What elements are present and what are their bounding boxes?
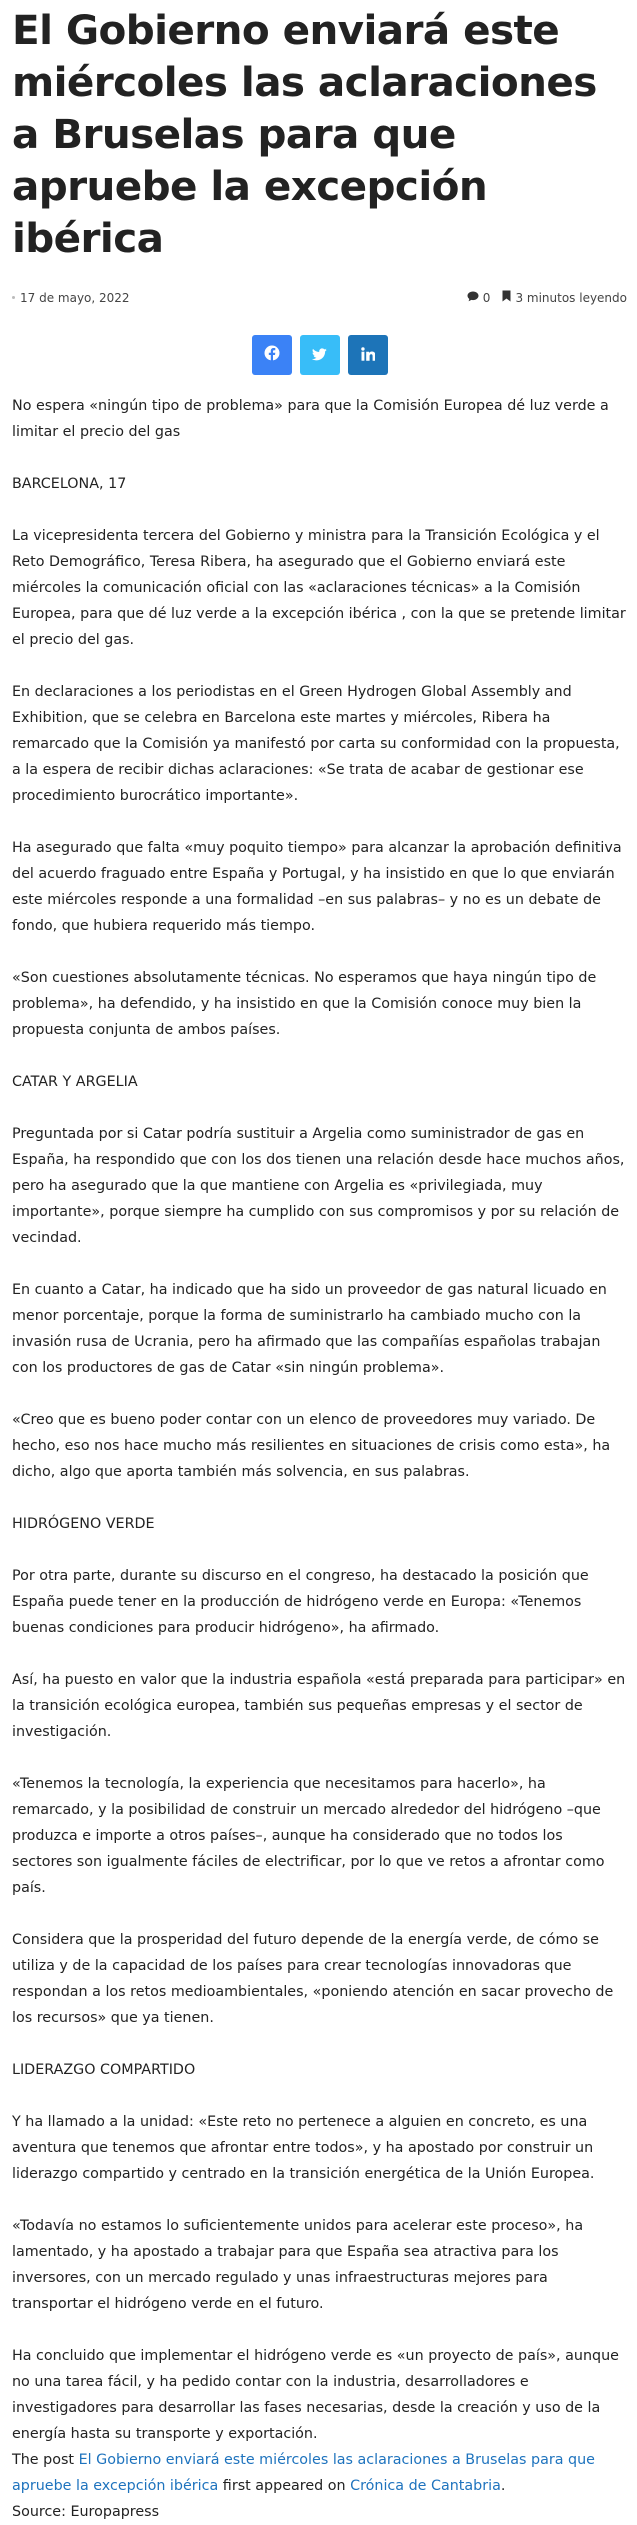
meta-stats xyxy=(467,290,627,305)
article-paragraph: Ha concluido que implementar el hidrógeno verde es «un proyecto de país», aunque no una tarea fácil, y ha pedido contar con la industria, desarrolladores e investigadores para desarrollar las fases necesarias, desde la creación y uso de la energía hasta su transporte y exportación. xyxy=(12,2348,619,2442)
share-bar xyxy=(12,335,627,375)
article-paragraph: «Todavía no estamos lo suficientemente unidos para acelerar este proceso», ha lamentado, y ha apostado a trabajar para que España sea atractiva para los inversores, con un mercado regulado y unas infraestructuras mejores para transportar el hidrógeno verde en el futuro. xyxy=(12,2218,584,2312)
post-footer xyxy=(12,2447,627,2499)
article-paragraph: En declaraciones a los periodistas en el Green Hydrogen Global Assembly and Exhibition, que se celebra en Barcelona este martes y miércoles, Ribera ha remarcado que la Comisión ya manifestó por carta su conformidad con la propuesta, a la espera de recibir dichas aclaraciones: «Se trata de acabar de gestionar ese procedimiento burocrático importante». xyxy=(12,684,620,804)
comments-link[interactable] xyxy=(467,291,491,305)
section-heading: HIDRÓGENO VERDE xyxy=(12,1516,155,1532)
article-body xyxy=(12,393,627,2525)
article-lead: No espera «ningún tipo de problema» para que la Comisión Europea dé luz verde a limitar el precio del gas xyxy=(12,398,609,440)
article-paragraph: «Tenemos la tecnología, la experiencia que necesitamos para hacerlo», ha remarcado, y la posibilidad de construir un mercado alrededor del hidrógeno –que produzca e importe a otros países–, aunque ha considerado que no todos los sectores son igualmente fáciles de electrificar, por lo que ve retos a afrontar como país. xyxy=(12,1776,605,1896)
reading-time-label: 3 minutos leyendo xyxy=(515,290,627,305)
site-link[interactable]: Crónica de Cantabria xyxy=(350,2478,501,2494)
article-title: El Gobierno enviará este miércoles las aclaraciones a Bruselas para que apruebe la excepción ibérica xyxy=(12,6,597,262)
footer-middle: first appeared on xyxy=(218,2478,351,2494)
facebook-icon xyxy=(264,345,280,365)
article-paragraph: Ha asegurado que falta «muy poquito tiempo» para alcanzar la aprobación definitiva del acuerdo fraguado entre España y Portugal, y ha insistido en que lo que enviarán este miércoles responde a una formalidad –en sus palabras– y no es un debate de fondo, que hubiera requerido más tiempo. xyxy=(12,840,622,934)
article-paragraph: «Son cuestiones absolutamente técnicas. No esperamos que haya ningún tipo de problema», ha defendido, y ha insistido en que la Comisión conoce muy bien la propuesta conjunta de ambos países. xyxy=(12,970,597,1038)
linkedin-icon xyxy=(361,346,375,365)
comments-count: 0 xyxy=(482,290,491,305)
section-heading: CATAR Y ARGELIA xyxy=(12,1074,138,1090)
comment-icon xyxy=(467,291,479,305)
article-dateline: BARCELONA, 17 xyxy=(12,476,127,492)
article-paragraph: Por otra parte, durante su discurso en el congreso, ha destacado la posición que España puede tener en la producción de hidrógeno verde en Europa: «Tenemos buenas condiciones para producir hidrógeno», ha afirmado. xyxy=(12,1568,589,1636)
article-paragraph: Y ha llamado a la unidad: «Este reto no pertenece a alguien en concreto, es una aventura que tenemos que afrontar entre todos», y ha apostado por construir un liderazgo compartido y centrado en la transición energética de la Unión Europea. xyxy=(12,2114,595,2182)
source-credit: Source: Europapress xyxy=(12,2504,160,2520)
bullet-icon xyxy=(12,296,15,299)
date-group xyxy=(12,291,130,305)
share-twitter-button[interactable] xyxy=(300,335,340,375)
share-linkedin-button[interactable] xyxy=(348,335,388,375)
section-heading: LIDERAZGO COMPARTIDO xyxy=(12,2062,196,2078)
article-paragraph: «Creo que es bueno poder contar con un elenco de proveedores muy variado. De hecho, eso nos hace mucho más resilientes en situaciones de crisis como esta», ha dicho, algo que aporta también más solvencia, en sus palabras. xyxy=(12,1412,611,1480)
article-paragraph: Así, ha puesto en valor que la industria española «está preparada para participar» en la transición ecológica europea, también sus pequeñas empresas y el sector de investigación. xyxy=(12,1672,626,1740)
share-facebook-button[interactable] xyxy=(252,335,292,375)
post-link[interactable]: El Gobierno enviará este miércoles las aclaraciones a Bruselas para que apruebe la excepción ibérica xyxy=(12,2452,595,2494)
article-paragraph: Preguntada por si Catar podría sustituir a Argelia como suministrador de gas en España, ha respondido que con los dos tienen una relación desde hace muchos años, pero ha asegurado que la que mantiene con Argelia es «privilegiada, muy importante», porque siempre ha cumplido con sus compromisos y por su relación de vecindad. xyxy=(12,1126,625,1246)
footer-suffix: . xyxy=(500,2478,506,2494)
twitter-icon xyxy=(312,346,327,365)
footer-prefix: The post xyxy=(12,2452,79,2468)
reading-time xyxy=(502,290,627,305)
bookmark-icon xyxy=(502,290,511,305)
article-paragraph: La vicepresidenta tercera del Gobierno y ministra para la Transición Ecológica y el Reto Demográfico, Teresa Ribera, ha asegurado que el Gobierno enviará este miércoles la comunicación oficial con las «aclaraciones técnicas» a la Comisión Europea, para que dé luz verde a la excepción ibérica , con la que se pretende limitar el precio del gas. xyxy=(12,528,626,648)
article-paragraph: En cuanto a Catar, ha indicado que ha sido un proveedor de gas natural licuado en menor porcentaje, porque la forma de suministrarlo ha cambiado mucho con la invasión rusa de Ucrania, pero ha afirmado que las compañías españolas trabajan con los productores de gas de Catar «sin ningún problema». xyxy=(12,1282,607,1376)
article-paragraph: Considera que la prosperidad del futuro depende de la energía verde, de cómo se utiliza y de la capacidad de los países para crear tecnologías innovadoras que respondan a los retos medioambientales, «poniendo atención en sacar provecho de los recursos» que ya tienen. xyxy=(12,1932,614,2026)
publish-date: 17 de mayo, 2022 xyxy=(20,290,130,305)
article-meta xyxy=(12,290,627,305)
